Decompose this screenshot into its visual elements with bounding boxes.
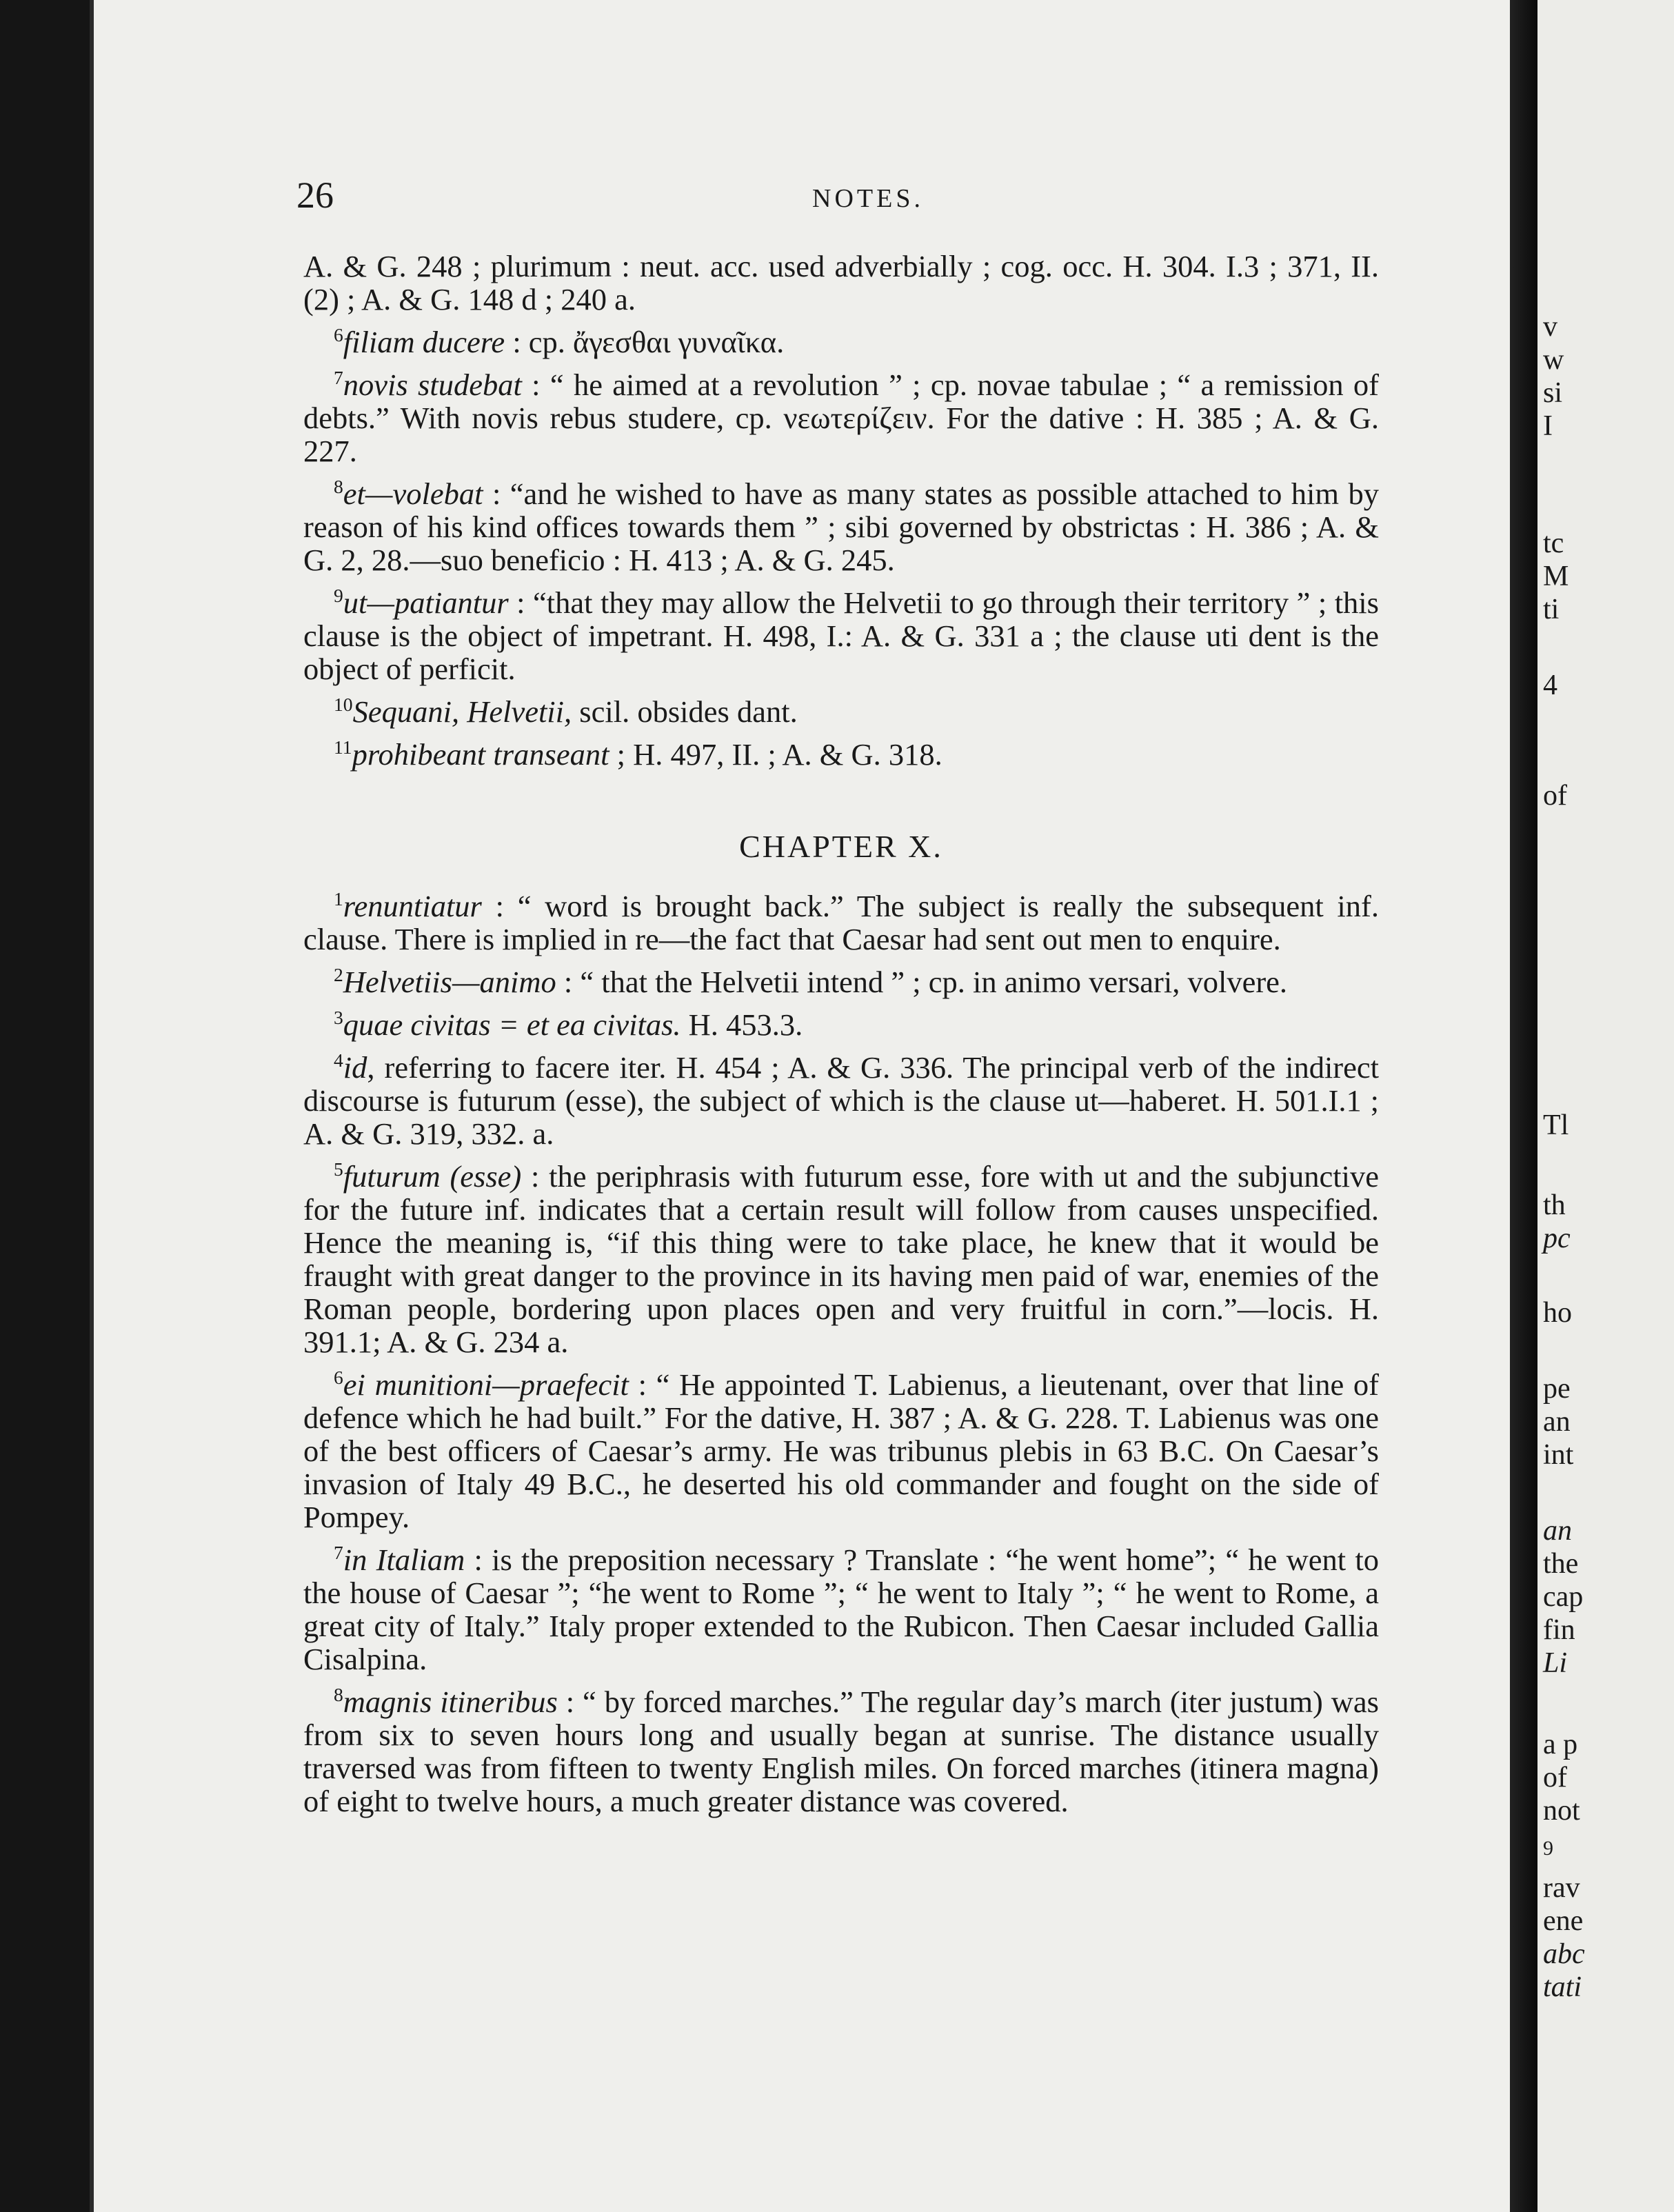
adjacent-page-fragment xyxy=(1537,0,1674,2212)
note-lemma: in Italiam xyxy=(343,1542,465,1577)
footnote xyxy=(303,695,1379,728)
adjacent-text: pc xyxy=(1543,1223,1571,1254)
note-number: 6 xyxy=(334,324,343,346)
footnote xyxy=(303,889,1379,956)
note-text: : “ he aimed at a revolution ” ; cp. novae tabulae ; “ a remission of debts.” With novis rebus studere, cp. νεωτερίζειν. For the dative : H. 385 ; A. & G. 227. xyxy=(303,368,1379,468)
note-number: 5 xyxy=(334,1158,343,1180)
note-text: : “ He appointed T. Labienus, a lieutenant, over that line of defence which he had built.” For the dative, H. 387 ; A. & G. 228. T. Labienus was one of the best officers of Caesar’s army. He was tribunus plebis in 63 B.C. On Caesar’s invasion of Italy 49 B.C., he deserted his old commander and fought on the side of Pompey. xyxy=(303,1367,1379,1534)
adjacent-text: rav xyxy=(1543,1872,1580,1904)
adjacent-text: v xyxy=(1543,311,1557,343)
note-lemma: futurum (esse) xyxy=(343,1159,522,1194)
adjacent-text: tc xyxy=(1543,527,1564,559)
adjacent-text: Tl xyxy=(1543,1109,1569,1141)
page-header xyxy=(296,174,1440,215)
adjacent-text: abc xyxy=(1543,1938,1585,1970)
note-lemma: et—volebat xyxy=(343,476,483,511)
footnote xyxy=(303,1368,1379,1534)
note-number: 11 xyxy=(334,736,352,758)
adjacent-text: the xyxy=(1543,1548,1579,1580)
note-number: 8 xyxy=(334,476,343,498)
footnote xyxy=(303,1008,1379,1041)
note-text: : “ by forced marches.” The regular day’s march (iter justum) was from six to seven hours long and usually began at sunrise. The distance usually traversed was from fifteen to twenty English miles. On forced marches (itinera magna) of eight to twelve hours, a much greater distance was covered. xyxy=(303,1685,1379,1818)
adjacent-text: cap xyxy=(1543,1581,1584,1613)
chapter-heading: CHAPTER X. xyxy=(739,829,943,864)
note-lemma: id xyxy=(343,1050,367,1085)
note-number: 10 xyxy=(334,694,353,716)
adjacent-text: I xyxy=(1543,410,1553,442)
adjacent-text: M xyxy=(1543,561,1569,592)
footnote xyxy=(303,1160,1379,1358)
note-text: scil. obsides dant. xyxy=(572,694,798,729)
adjacent-text: ene xyxy=(1543,1905,1584,1937)
note-text: : “ word is brought back.” The subject is really the subsequent inf. clause. There is implied in re—the fact that Caesar had sent out men to enquire. xyxy=(303,889,1379,956)
note-number: 2 xyxy=(334,964,343,986)
adjacent-text: int xyxy=(1543,1439,1574,1471)
note-text: ; H. 497, II. ; A. & G. 318. xyxy=(609,737,942,772)
adjacent-text: pe xyxy=(1543,1373,1571,1405)
adjacent-text: of xyxy=(1543,780,1567,812)
note-lemma: filiam ducere xyxy=(343,325,505,359)
note-text: : the periphrasis with futurum esse, fore with ut and the subjunctive for the future inf. indicates that a certain result will follow from causes unspecified. Hence the meaning is, “if this thing were to take place, he knew that it would be fraught with great danger to the province in its having men paid of war, enemies of the Roman people, bordering upon places open and very fruitful in corn.”—locis. H. 391.1; A. & G. 234 a. xyxy=(303,1159,1379,1359)
note-lemma: Helvetiis—animo xyxy=(343,965,556,999)
adjacent-text: 9 xyxy=(1543,1837,1553,1860)
footnote xyxy=(303,1051,1379,1150)
footnote xyxy=(303,1685,1379,1818)
note-text: : “that they may allow the Helvetii to go through their territory ” ; this clause is the object of impetrant. H. 498, I.: A. & G. 331 a ; the clause uti dent is the object of perficit. xyxy=(303,585,1379,686)
note-number: 4 xyxy=(334,1049,343,1072)
note-text: : “ that the Helvetii intend ” ; cp. in animo versari, volvere. xyxy=(556,965,1288,999)
note-number: 8 xyxy=(334,1684,343,1706)
note-lemma: magnis itineribus xyxy=(343,1685,558,1719)
footnote xyxy=(303,1543,1379,1676)
note-number: 1 xyxy=(334,888,343,910)
note-text: : cp. ἄγεσθαι γυναῖκα. xyxy=(505,325,785,359)
note-number: 7 xyxy=(334,1542,343,1564)
adjacent-text: ho xyxy=(1543,1297,1572,1329)
footnote xyxy=(303,477,1379,576)
note-number: 9 xyxy=(334,585,343,607)
note-lemma: ei munitioni—praefecit xyxy=(343,1367,629,1402)
note-text: , referring to facere iter. H. 454 ; A. & G. 336. The principal verb of the indirect discourse is futurum (esse), the subject of which is the clause ut—haberet. H. 501.I.1 ; A. & G. 319, 332. a. xyxy=(303,1050,1379,1151)
page-number: 26 xyxy=(296,174,334,216)
adjacent-text: th xyxy=(1543,1189,1566,1221)
adjacent-text: 4 xyxy=(1543,670,1557,701)
note-lemma: renuntiatur xyxy=(343,889,482,923)
footnote xyxy=(303,368,1379,467)
note-text: : is the preposition necessary ? Translate : “he went home”; “ he went to the house of Caesar ”; “he went to Rome ”; “ he went to Italy ”; “ he went to Rome, a great city of Italy.” Italy proper extended to the Rubicon. Then Caesar included Gallia Cisalpina. xyxy=(303,1542,1379,1676)
adjacent-text: of xyxy=(1543,1762,1567,1793)
adjacent-text: an xyxy=(1543,1515,1572,1547)
footnote xyxy=(303,586,1379,685)
adjacent-text: not xyxy=(1543,1795,1580,1827)
note-lemma: quae civitas = et ea civitas. xyxy=(343,1007,681,1042)
note-number: 3 xyxy=(334,1007,343,1029)
footnote xyxy=(303,738,1379,771)
adjacent-text: fin xyxy=(1543,1614,1575,1646)
note-lemma: ut—patiantur xyxy=(343,585,509,620)
note-lemma: prohibeant transeant xyxy=(352,737,609,772)
note-text: H. 453.3. xyxy=(680,1007,803,1042)
note-number: 7 xyxy=(334,367,343,389)
adjacent-text: Li xyxy=(1543,1647,1568,1679)
note-text: : “and he wished to have as many states as possible attached to him by reason of his kind offices towards them ” ; sibi governed by obstrictas : H. 386 ; A. & G. 2, 28.—suo beneficio : H. 413 ; A. & G. 245. xyxy=(303,476,1379,577)
footnote xyxy=(303,325,1379,359)
note-continuation: A. & G. 248 ; plurimum : neut. acc. used adverbially ; cog. occ. H. 304. I.3 ; 371, II. (2) ; A. & G. 148 d ; 240 a. xyxy=(303,249,1379,316)
notes-body xyxy=(303,250,1379,1827)
note-number: 6 xyxy=(334,1367,343,1389)
adjacent-text: ti xyxy=(1543,594,1560,625)
note-lemma: Sequani, Helvetii, xyxy=(352,694,572,729)
adjacent-text: si xyxy=(1543,377,1563,409)
adjacent-text: a p xyxy=(1543,1729,1578,1760)
note-lemma: novis studebat xyxy=(343,368,522,402)
footnote xyxy=(303,965,1379,998)
page-gutter xyxy=(1510,0,1537,2212)
adjacent-text: w xyxy=(1543,344,1564,376)
adjacent-text: tati xyxy=(1543,1971,1582,2003)
running-title: NOTES. xyxy=(812,184,924,213)
adjacent-text: an xyxy=(1543,1406,1571,1438)
